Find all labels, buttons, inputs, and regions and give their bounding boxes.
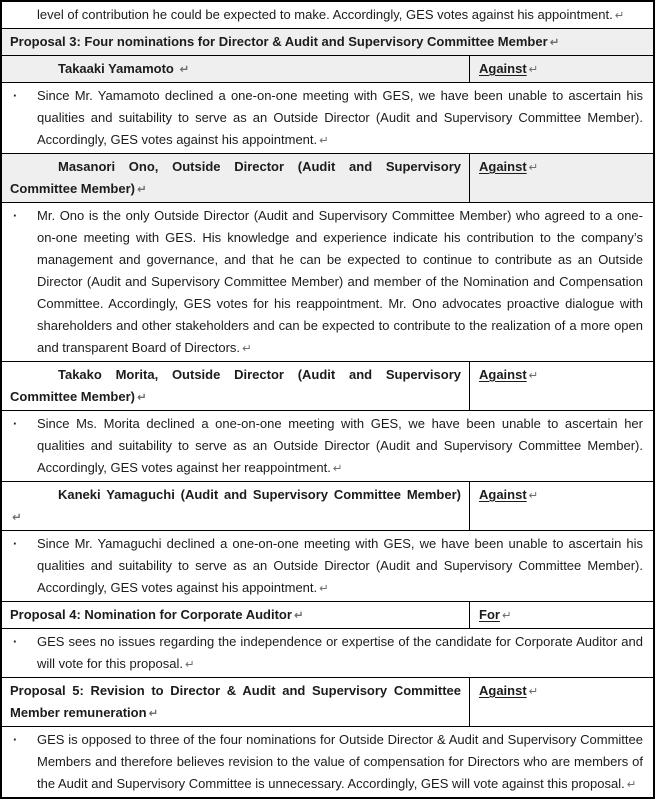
bullet-marker: · [13, 536, 18, 551]
rationale-text: GES sees no issues regarding the independence or expertise of the candidate for Corporate Auditor and will vote for this proposal. [37, 634, 643, 671]
return-mark-icon: ↵ [528, 160, 539, 174]
vote-cell [469, 482, 653, 530]
proposal-4-title [2, 602, 469, 628]
proposal-3-header-row [2, 28, 653, 55]
nominee-row-masanori-ono [2, 153, 653, 202]
proposal-title-text: Proposal 4: Nomination for Corporate Auditor [10, 607, 292, 622]
return-mark-icon: ↵ [528, 368, 539, 382]
return-mark-icon: ↵ [136, 182, 147, 196]
bullet-marker: · [13, 416, 18, 431]
rationale-row [2, 82, 653, 153]
return-mark-icon: ↵ [528, 684, 539, 698]
bullet-marker: · [13, 208, 18, 223]
rationale-cell [2, 411, 653, 481]
nominee-name-text: Takaaki Yamamoto [58, 61, 178, 76]
proposal-4-row [2, 601, 653, 628]
nominee-row-takako-morita [2, 361, 653, 410]
vote-value: Against [479, 487, 527, 502]
return-mark-icon: ↵ [148, 706, 159, 720]
rationale-cell [2, 629, 653, 677]
rationale-text: GES is opposed to three of the four nominations for Outside Director & Audit and Supervisory Committee Members and therefore believes revision to the value of compensation for Directors who are members of the Audit and Supervisory Committee is unnecessary. Accordingly, GES will vote against this proposal. [37, 732, 643, 791]
nominee-name [2, 482, 469, 530]
vote-cell [469, 154, 653, 202]
return-mark-icon: ↵ [626, 777, 637, 791]
nominee-row-takaaki-yamamoto [2, 55, 653, 82]
bullet-marker: · [13, 88, 18, 103]
table-row [2, 2, 653, 28]
bullet-marker: · [13, 634, 18, 649]
proposal-5-row [2, 677, 653, 726]
rationale-cell [2, 727, 653, 797]
rationale-row [2, 530, 653, 601]
rationale-row [2, 726, 653, 797]
vote-value: Against [479, 367, 527, 382]
rationale-text: Since Mr. Yamamoto declined a one-on-one meeting with GES, we have been unable to ascertain his qualities and suitability to serve as an Outside Director (Audit and Supervisory Committee Member). Accordingly, GES votes against his appointment. [37, 88, 643, 147]
bullet-marker: · [13, 732, 18, 747]
continuation-text [2, 2, 653, 28]
vote-value: Against [479, 683, 527, 698]
rationale-cell [2, 83, 653, 153]
nominee-name-text: Masanori Ono, Outside Director (Audit and Supervisory Committee Member) [10, 159, 461, 196]
vote-cell [469, 602, 653, 628]
vote-value: Against [479, 61, 527, 76]
vote-cell [469, 56, 653, 82]
return-mark-icon: ↵ [332, 461, 343, 475]
nominee-name [2, 154, 469, 202]
rationale-row [2, 410, 653, 481]
proposal-5-title [2, 678, 469, 726]
vote-cell [469, 678, 653, 726]
return-mark-icon: ↵ [12, 510, 22, 524]
nominee-name-text: Kaneki Yamaguchi (Audit and Supervisory Committee Member) [58, 487, 461, 502]
nominee-row-kaneki-yamaguchi [2, 481, 653, 530]
return-mark-icon: ↵ [528, 62, 539, 76]
rationale-text: Since Mr. Yamaguchi declined a one-on-one meeting with GES, we have been unable to ascertain his qualities and suitability to serve as an Outside Director (Audit and Supervisory Committee Member). Accordingly, GES votes against his appointment. [37, 536, 643, 595]
rationale-row [2, 202, 653, 361]
return-mark-icon: ↵ [528, 488, 539, 502]
rationale-text: Mr. Ono is the only Outside Director (Audit and Supervisory Committee Member) who agreed to a one-on-one meeting with GES. His knowledge and experience indicate his contribution to the company’s management and governance, and that he can be expected to continue to contribute as an Outside Director (Audit and Supervisory Committee Member) and member of the Nomination and Compensation Committee. Accordingly, GES votes for his reappointment. Mr. Ono advocates proactive dialogue with shareholders and other stakeholders and can be expected to contribute to the realization of a more open and transparent Board of Directors. [37, 208, 643, 355]
rationale-cell [2, 531, 653, 601]
return-mark-icon: ↵ [501, 608, 512, 622]
nominee-name [2, 56, 469, 82]
return-mark-icon: ↵ [614, 8, 625, 22]
rationale-text: Since Ms. Morita declined a one-on-one meeting with GES, we have been unable to ascertain her qualities and suitability to serve as an Outside Director (Audit and Supervisory Committee Member). Accordingly, GES votes against her reappointment. [37, 416, 643, 475]
return-mark-icon: ↵ [293, 608, 304, 622]
vote-cell [469, 362, 653, 410]
return-mark-icon: ↵ [242, 341, 252, 355]
nominee-name-text: Takako Morita, Outside Director (Audit and Supervisory Committee Member) [10, 367, 461, 404]
rationale-cell [2, 203, 653, 361]
return-mark-icon: ↵ [319, 133, 329, 147]
nominee-name [2, 362, 469, 410]
proposal-title-text: Proposal 3: Four nominations for Director & Audit and Supervisory Committee Member [10, 34, 548, 49]
rationale-text: level of contribution he could be expected to make. Accordingly, GES votes against his appointment. [37, 7, 613, 22]
return-mark-icon: ↵ [549, 35, 560, 49]
vote-value: For [479, 607, 500, 622]
return-mark-icon: ↵ [319, 581, 329, 595]
proposal-title-text: Proposal 5: Revision to Director & Audit and Supervisory Committee Member remuneration [10, 683, 461, 720]
return-mark-icon: ↵ [184, 657, 195, 671]
rationale-row [2, 628, 653, 677]
vote-value: Against [479, 159, 527, 174]
return-mark-icon: ↵ [136, 390, 147, 404]
return-mark-icon: ↵ [179, 62, 190, 76]
proposal-3-title [2, 29, 653, 55]
